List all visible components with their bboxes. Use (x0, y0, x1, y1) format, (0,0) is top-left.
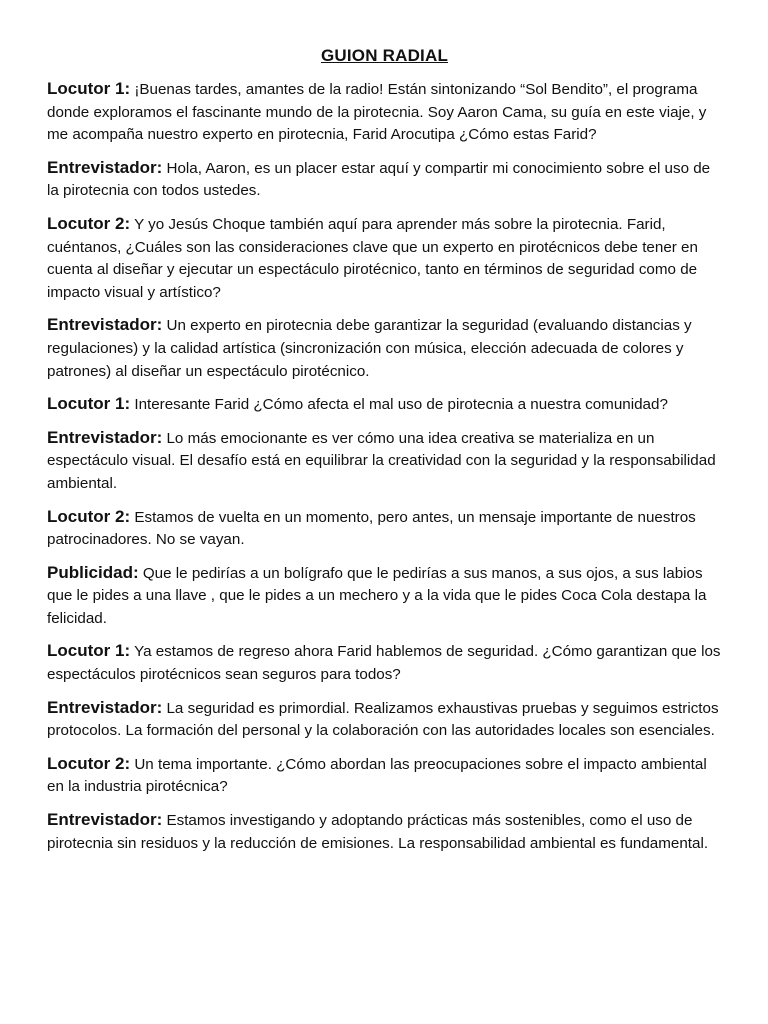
dialogue-entry (47, 506, 722, 552)
speaker-label: Entrevistador: (47, 315, 163, 335)
dialogue-entry (47, 697, 722, 743)
speaker-label: Locutor 2: (47, 506, 131, 526)
speaker-label: Entrevistador: (47, 157, 163, 177)
dialogue-text: Interesante Farid ¿Cómo afecta el mal uso de pirotecnia a nuestra comunidad? (134, 396, 668, 414)
dialogue-text: Y yo Jesús Choque también aquí para aprender más sobre la pirotecnia. Farid, cuéntanos, ¿Cuáles son las consideraciones clave que un experto en pirotécnicos debe tener en cuenta al diseñar y ejecutar un espectáculo pirotécnico, tanto en términos de seguridad como de impacto visual y artístico? (47, 215, 698, 301)
dialogue-entry (47, 753, 722, 799)
dialogue-entry (47, 393, 722, 417)
dialogue-text: La seguridad es primordial. Realizamos exhaustivas pruebas y seguimos estrictos protocolos. La formación del personal y la colaboración con las autoridades locales son esenciales. (47, 699, 719, 740)
speaker-label: Entrevistador: (47, 810, 163, 830)
dialogue-entry (47, 427, 722, 496)
dialogue-entry (47, 157, 722, 203)
dialogue-text: Un experto en pirotecnia debe garantizar la seguridad (evaluando distancias y regulaciones) y la calidad artística (sincronización con música, elección adecuada de colores y patrones) al diseñar un espectáculo pirotécnico. (47, 317, 692, 380)
speaker-label: Publicidad: (47, 562, 139, 582)
speaker-label: Locutor 2: (47, 753, 131, 773)
dialogue-entry (47, 78, 722, 147)
dialogue-entry (47, 213, 722, 304)
dialogue-text: Lo más emocionante es ver cómo una idea creativa se materializa en un espectáculo visual. El desafío está en equilibrar la creatividad con la seguridad y la responsabilidad ambiental. (47, 429, 716, 492)
dialogue-entry (47, 562, 722, 631)
dialogue-text: Que le pedirías a un bolígrafo que le pedirías a sus manos, a sus ojos, a sus labios que le pides a una llave , que le pides a un mechero y a la vida que le pides Coca Cola destapa la felicidad. (47, 564, 707, 627)
dialogue-text: Estamos de vuelta en un momento, pero antes, un mensaje importante de nuestros patrocinadores. No se vayan. (47, 508, 696, 549)
dialogue-text: Ya estamos de regreso ahora Farid hablemos de seguridad. ¿Cómo garantizan que los espectáculos pirotécnicos sean seguros para todos? (47, 643, 721, 684)
dialogue-text: Estamos investigando y adoptando prácticas más sostenibles, como el uso de pirotecnia sin residuos y la reducción de emisiones. La responsabilidad ambiental es fundamental. (47, 812, 709, 852)
dialogue-entry (47, 314, 722, 383)
speaker-label: Locutor 1: (47, 641, 131, 661)
speaker-label: Entrevistador: (47, 697, 163, 717)
dialogue-text: Un tema importante. ¿Cómo abordan las preocupaciones sobre el impacto ambiental en la industria pirotécnica? (47, 755, 707, 796)
speaker-label: Locutor 1: (47, 394, 131, 414)
speaker-label: Locutor 1: (47, 79, 131, 98)
dialogue-entry (47, 640, 722, 686)
document-title: GUION RADIAL (320, 46, 449, 65)
speaker-label: Entrevistador: (47, 427, 163, 447)
dialogue-entry (47, 809, 722, 855)
speaker-label: Locutor 2: (47, 213, 131, 233)
dialogue-text: Hola, Aaron, es un placer estar aquí y compartir mi conocimiento sobre el uso de la pirotecnia con todos ustedes. (47, 159, 711, 200)
dialogue-text: ¡Buenas tardes, amantes de la radio! Están sintonizando “Sol Bendito”, el programa donde exploramos el fascinante mundo de la pirotecnia. Soy Aaron Cama, su guía en este viaje, y me acompaña nuestro experto en pirotecnia, Farid Arocutipa ¿Cómo estas Farid? (47, 81, 707, 144)
